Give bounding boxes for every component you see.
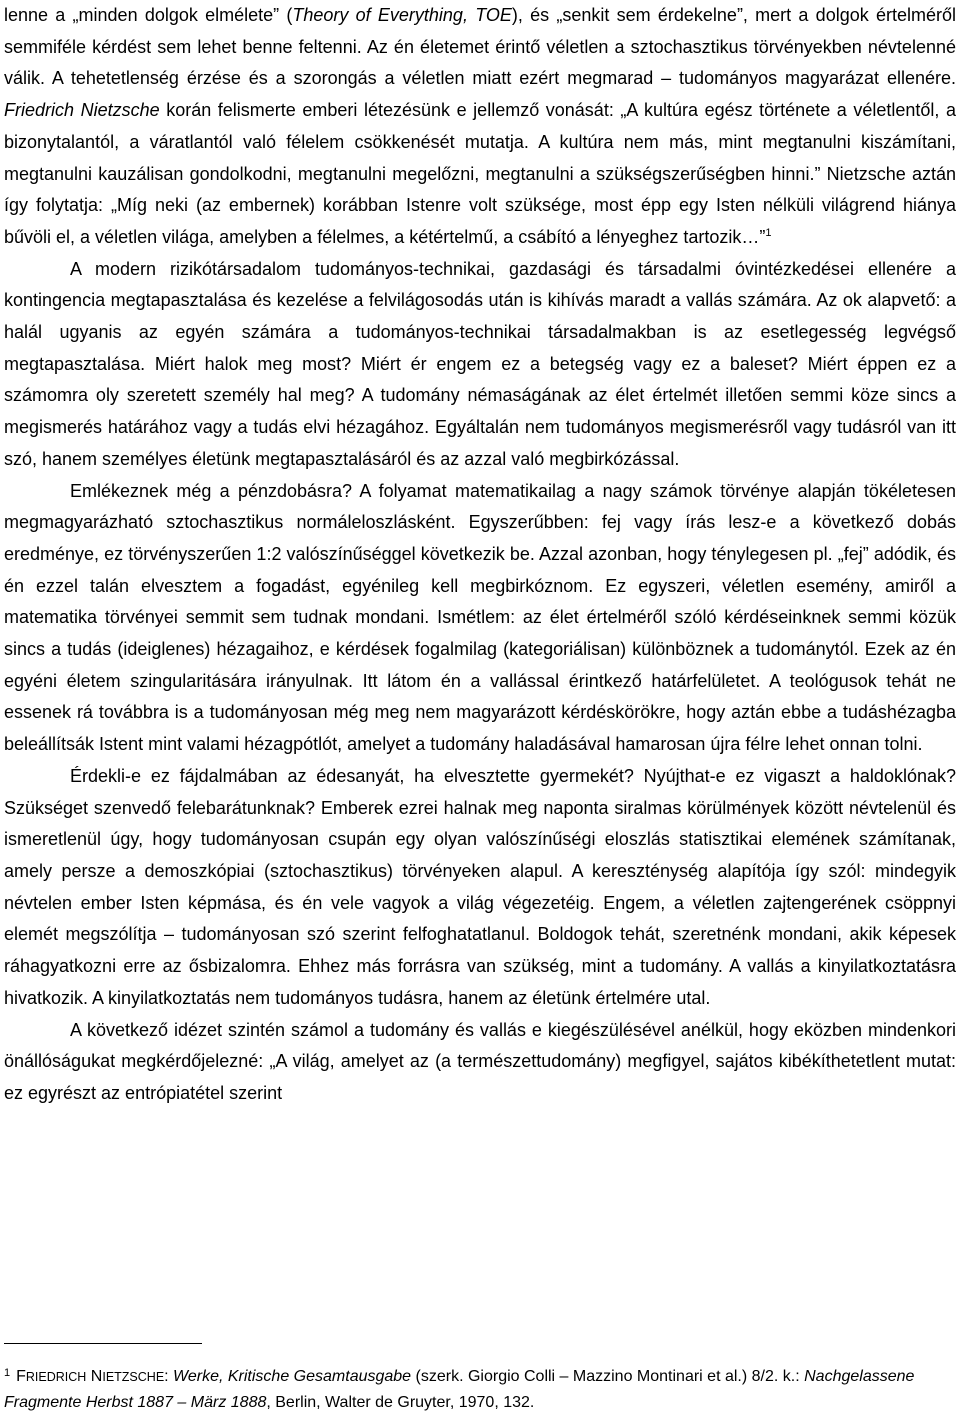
author-initial: F [16,1368,26,1385]
footnote [4,1360,956,1416]
quote-text: korán felismerte emberi létezésünk e jellemző vonását: „A kultúra egész története a véletlentől, a bizonytalantól, a váratlantól való félelem csökkenését mutatja. A kultúra nem más, mint megtanulni kiszámítani, megtanulni kauzálisan gondolkodni, megtanulni megelőzni, megtanulni a szükségszerűségben hinni.” Nietzsche aztán így folytatja: „Míg neki (az embernek) korábban Istenre volt szüksége, most épp egy Isten nélküli világrend hiánya bűvöli el, a véletlen világa, amelyben a félelmes, a kétértelmű, a csábító a lényeghez tartozik…” [4,100,957,247]
footnote-separator [4,1343,202,1344]
text-run: , Berlin, Walter de Gruyter, 1970, 132. [266,1394,535,1411]
text-run: ), és „senkit sem érdekelne”, mert a dolgok értelméről semmiféle kérdést sem lehet benne feltenni. Az én életemet érintő véletlen a sztochasztikus törvényekben névtelenné válik. A tehetetlenség érzése és a szorongás a véletlen miatt ezért megmarad – tudományos magyarázat ellenére. [4,5,956,89]
paragraph-2: A modern rizikótársadalom tudományos-technikai, gazdasági és társadalmi óvintézkedései ellenére a kontingencia megtapasztalása és kezelése a felvilágosodás után is kihívás maradt a vallás számára. Az ok alapvető: a halál ugyanis az egyén számára a tudományos-technikai társadalmakban is az esetlegesség legvégső megtapasztalása. Miért halok meg most? Miért ér engem ez a betegség vagy ez a baleset? Miért éppen ez a számomra oly szeretett személy hal meg? A tudomány némaságának az élet értelmét illetően semmi köze sincs a megismerés határához vagy a tudás elvi hézagához. Egyáltalán nem tudományos megismerésről vagy tudásról van itt szó, hanem személyes életünk megtapasztalásáról és az azzal való megbirkózással. [4,258,956,469]
author-initial: N [90,1368,103,1385]
text-run: lenne a „minden dolgok elmélete” ( [4,5,293,25]
footnote-number: 1 [4,1367,11,1379]
author-smallcaps: IETZSCHE [102,1370,165,1384]
work-title: Nachgelassene Fragmente Herbst 1887 – März 1888 [4,1368,915,1411]
paragraph-5: A következő idézet szintén számol a tudomány és vallás e kiegészülésével anélkül, hogy eközben mindenkori önállóságukat megkérdőjelezné: „A világ, amelyet az (a természettudomány) megfigyel, sajátos kibékíthetetlent mutat: ez egyrészt az entrópiatétel szerint [4,1019,956,1103]
document-body [4,0,956,1110]
paragraph-1 [4,0,956,254]
italic-name: Friedrich Nietzsche [4,100,160,121]
paragraph-4: Érdekli-e ez fájdalmában az édesanyát, ha elvesztette gyermekét? Nyújthat-e ez vigaszt a haldoklónak? Szükséget szenvedő felebarátunknak? Emberek ezrei halnak meg naponta siralmas körülmények között névtelenül és ismeretlenül úgy, hogy tudományosan csupán egy olyan valószínűségi eloszlás statisztikai elemének számítanak, amely persze a demoszkópiai (sztochasztikus) törvényeken alapul. A kereszténység alapítója így szól: mindegyik névtelen ember Isten képmása, és én vele vagyok a világ végezetéig. Engem, a véletlen zajtengerének csöppnyi elemét megszólítja – tudományosan szó szerint felfoghatatlanul. Boldogok tehát, szeretnénk mondani, akik képesek ráhagyatkozni erre az ősbizalomra. Ehhez más forrásra van szükség, mint a tudomány. A vallás a kinyilatkoztatásra hivatkozik. A kinyilatkoztatás nem tudományos tudásra, hanem az életünk értelmére utal. [4,765,956,1008]
footnote-reference[interactable]: 1 [765,226,772,239]
author-smallcaps: RIEDRICH [25,1370,87,1384]
text-run: (szerk. Giorgio Colli – Mazzino Montinari et al.) 8/2. k.: [411,1368,805,1385]
text-run: : [164,1368,174,1385]
work-title: Werke, Kritische Gesamtausgabe [173,1368,412,1385]
paragraph-3: Emlékeznek még a pénzdobásra? A folyamat matematikailag a nagy számok törvénye alapján tökéletesen megmagyarázható sztochasztikus normáleloszlásként. Egyszerűbben: fej vagy írás lesz-e a következő dobás eredménye, ez törvényszerűen 1:2 valószínűséggel következik be. Azzal azonban, hogy ténylegesen pl. „fej” adódik, és én ezzel talán elvesztem a fogadást, egyénileg kell megbirkóznom. Ez egyszeri, véletlen esemény, amiről a matematika törvényei semmit sem tudnak mondani. Ismétlem: az élet értelméről szóló kérdéseinknek semmi közük sincs a tudás (ideiglenes) hézagaihoz, e kérdések fogalmilag (kategoriálisan) különböznek a tudománytól. Ezek az én egyéni életem szingularitására irányulnak. Itt látom én a vallással érintkező határfelületet. A teológusok tehát ne essenek rá továbbra is a tudományosan még meg nem magyarázott kérdéskörökre, hogy aztán ebbe a tudáshézagba beleállítsák Istent mint valami hézagpótlót, amelyet a tudomány haladásával hamarosan újra félre lehet onnan tolni. [4,480,956,755]
italic-term: Theory of Everything, TOE [292,5,512,25]
